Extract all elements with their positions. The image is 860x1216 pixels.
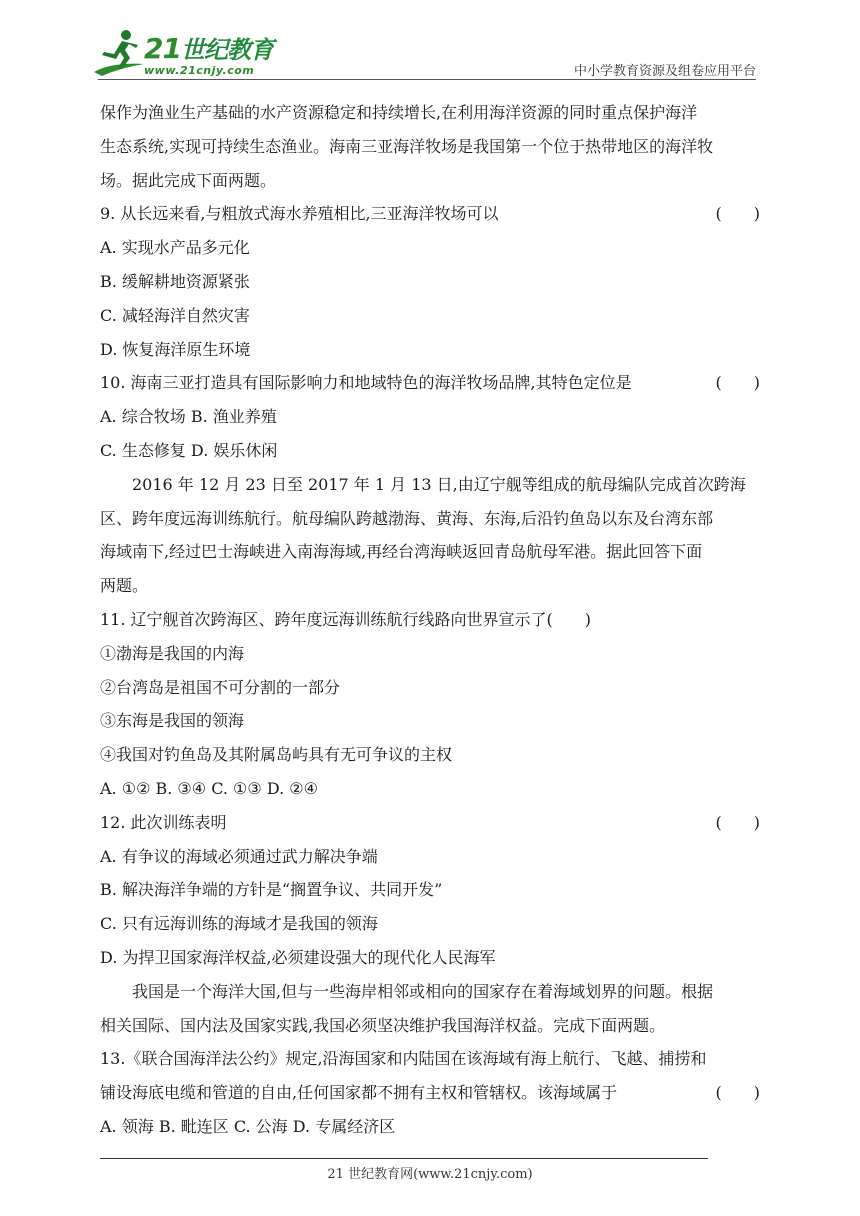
question-10: [100, 366, 760, 400]
options-row: A. ①② B. ③④ C. ①③ D. ②④: [100, 778, 318, 798]
statement-4: ④我国对钓鱼岛及其附属岛屿具有无可争议的主权: [100, 745, 453, 765]
options-cd: C. 生态修复 D. 娱乐休闲: [100, 440, 278, 460]
document-body: [100, 96, 760, 1144]
question-11: 11. 辽宁舰首次跨海区、跨年度远海训练航行线路向世界宣示了( ): [100, 609, 592, 629]
passage-line: 我国是一个海洋大国,但与一些海岸相邻或相向的国家存在着海域划界的问题。根据: [132, 981, 714, 1001]
footer-divider: [100, 1158, 708, 1159]
options-ab: A. 综合牧场 B. 渔业养殖: [100, 407, 277, 427]
option-b: B. 解决海洋争端的方针是“搁置争议、共同开发”: [100, 880, 443, 900]
option-d: D. 为捍卫国家海洋权益,必须建设强大的现代化人民海军: [100, 947, 496, 967]
passage-line: 海域南下,经过巴士海峡进入南海海域,再经台湾海峡返回青岛航母军港。据此回答下面: [100, 542, 703, 562]
question-13-line-2: [100, 1076, 760, 1110]
statement-3: ③东海是我国的领海: [100, 711, 245, 731]
passage-line: 区、跨年度远海训练航行。航母编队跨越渤海、黄海、东海,后沿钓鱼岛以东及台湾东部: [100, 508, 714, 528]
passage-line: 场。据此完成下面两题。: [100, 170, 277, 190]
question-13-stem: 铺设海底电缆和管道的自由,任何国家都不拥有主权和管辖权。该海域属于: [100, 1083, 618, 1103]
logo-number: 21: [144, 32, 181, 65]
platform-name: 中小学教育资源及组卷应用平台: [573, 64, 756, 79]
option-a: A. 有争议的海域必须通过武力解决争端: [100, 846, 378, 866]
passage-line: 相关国际、国内法及国家实践,我国必须坚决维护我国海洋权益。完成下面两题。: [100, 1015, 666, 1035]
option-c: C. 只有远海训练的海域才是我国的领海: [100, 914, 378, 934]
question-12: [100, 806, 760, 840]
page-header: [0, 0, 860, 82]
answer-blank: ( ): [715, 812, 760, 832]
question-9: [100, 197, 760, 231]
logo-url: www.21cnjy.com: [144, 64, 255, 77]
option-b: B. 缓解耕地资源紧张: [100, 271, 250, 291]
question-13-line-1: 13.《联合国海洋法公约》规定,沿海国家和内陆国在该海域有海上航行、飞越、捕捞和: [100, 1049, 707, 1069]
question-9-stem: 9. 从长远来看,与粗放式海水养殖相比,三亚海洋牧场可以: [100, 204, 499, 224]
option-a: A. 实现水产品多元化: [100, 238, 250, 258]
logo-title: [144, 30, 273, 65]
runner-icon: [92, 28, 148, 78]
answer-blank: ( ): [715, 373, 760, 393]
passage-line: 两题。: [100, 576, 149, 596]
passage-line: 生态系统,实现可持续生态渔业。海南三亚海洋牧场是我国第一个位于热带地区的海洋牧: [100, 136, 714, 156]
logo-chinese: 世纪教育: [180, 36, 273, 64]
passage-line: 2016 年 12 月 23 日至 2017 年 1 月 13 日,由辽宁舰等组成的航母编队完成首次跨海: [132, 474, 746, 494]
question-10-stem: 10. 海南三亚打造具有国际影响力和地域特色的海洋牧场品牌,其特色定位是: [100, 373, 632, 393]
logo[interactable]: [92, 28, 273, 78]
option-c: C. 减轻海洋自然灾害: [100, 305, 250, 325]
passage-line: 保作为渔业生产基础的水产资源稳定和持续增长,在利用海洋资源的同时重点保护海洋: [100, 103, 698, 122]
footer-text[interactable]: 21 世纪教育网(www.21cnjy.com): [327, 1167, 533, 1182]
statement-2: ②台湾岛是祖国不可分割的一部分: [100, 677, 341, 697]
question-12-stem: 12. 此次训练表明: [100, 812, 227, 832]
option-d: D. 恢复海洋原生环境: [100, 339, 251, 359]
answer-blank: ( ): [715, 204, 760, 224]
header-divider: [98, 79, 756, 80]
answer-blank: ( ): [715, 1083, 760, 1103]
options-row: A. 领海 B. 毗连区 C. 公海 D. 专属经济区: [100, 1116, 396, 1136]
statement-1: ①渤海是我国的内海: [100, 643, 245, 663]
